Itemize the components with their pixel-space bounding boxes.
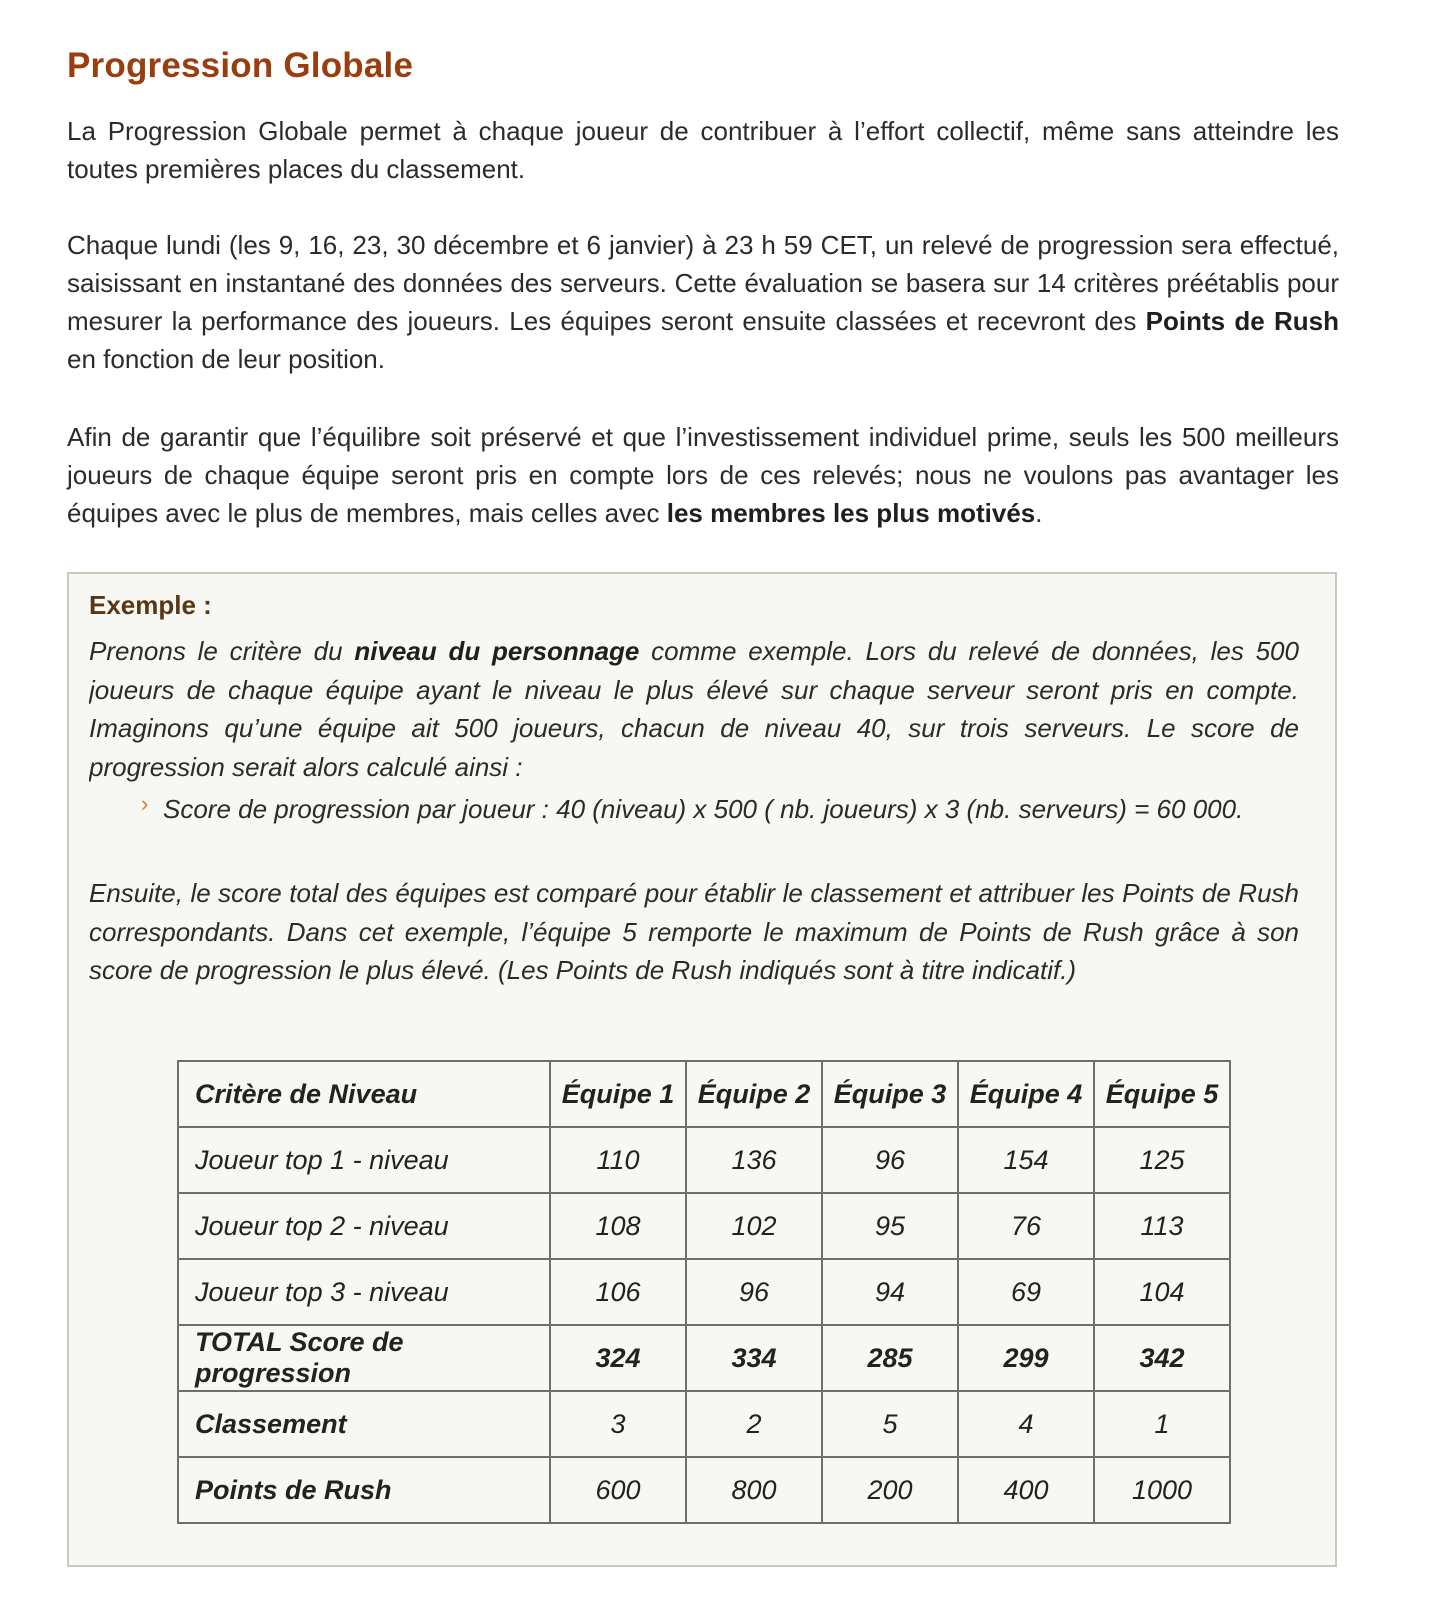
row-label-cell: TOTAL Score de progression bbox=[178, 1325, 550, 1391]
row-label-cell: Points de Rush bbox=[178, 1457, 550, 1523]
header-cell-criterion: Critère de Niveau bbox=[178, 1061, 550, 1127]
example-paragraph-1 bbox=[89, 632, 1299, 786]
table-row bbox=[178, 1259, 1230, 1325]
motivated-members-bold: les membres les plus motivés bbox=[666, 498, 1036, 528]
schedule-text: Chaque lundi (les 9, 16, 23, 30 décembre et 6 janvier) à 23 h 59 CET, un relevé de progression sera effectué, saisissant en instantané des données des serveurs. Cette évaluation se basera sur 14 critères préétablis pour mesurer la performance des joueurs. Les équipes seront ensuite classées et recevront des bbox=[67, 230, 1339, 336]
example-text-end: comme exemple. Lors du relevé de données, les 500 joueurs de chaque équipe ayant le niveau le plus élevé sur chaque serveur seront pris en compte. Imaginons qu’une équipe ait 500 joueurs, chacun de niveau 40, sur trois serveurs. Le score de progression serait alors calculé ainsi : bbox=[89, 636, 1299, 782]
value-cell: 285 bbox=[822, 1325, 958, 1391]
header-cell-team: Équipe 5 bbox=[1094, 1061, 1230, 1127]
value-cell: 104 bbox=[1094, 1259, 1230, 1325]
value-cell: 324 bbox=[550, 1325, 686, 1391]
value-cell: 110 bbox=[550, 1127, 686, 1193]
value-cell: 136 bbox=[686, 1127, 822, 1193]
value-cell: 600 bbox=[550, 1457, 686, 1523]
balance-paragraph bbox=[67, 418, 1339, 532]
value-cell: 94 bbox=[822, 1259, 958, 1325]
example-title: Exemple : bbox=[89, 590, 212, 620]
value-cell: 1000 bbox=[1094, 1457, 1230, 1523]
table-row bbox=[178, 1193, 1230, 1259]
table-row bbox=[178, 1391, 1230, 1457]
value-cell: 76 bbox=[958, 1193, 1094, 1259]
example-paragraph-2: Ensuite, le score total des équipes est comparé pour établir le classement et attribuer les Points de Rush correspondants. Dans cet exemple, l’équipe 5 remporte le maximum de Points de Rush grâce à son score de progression le plus élevé. (Les Points de Rush indiqués sont à titre indicatif.) bbox=[89, 878, 1299, 985]
table-header-row bbox=[178, 1061, 1230, 1127]
bullet-item bbox=[141, 790, 1244, 825]
bullet-text: Score de progression par joueur : 40 (niveau) x 500 ( nb. joueurs) x 3 (nb. serveurs) = 60 000. bbox=[163, 794, 1244, 824]
example-box bbox=[67, 572, 1337, 1567]
value-cell: 113 bbox=[1094, 1193, 1230, 1259]
header-cell-team: Équipe 4 bbox=[958, 1061, 1094, 1127]
value-cell: 108 bbox=[550, 1193, 686, 1259]
value-cell: 106 bbox=[550, 1259, 686, 1325]
value-cell: 342 bbox=[1094, 1325, 1230, 1391]
header-cell-team: Équipe 1 bbox=[550, 1061, 686, 1127]
value-cell: 5 bbox=[822, 1391, 958, 1457]
value-cell: 154 bbox=[958, 1127, 1094, 1193]
value-cell: 96 bbox=[686, 1259, 822, 1325]
table-row bbox=[178, 1325, 1230, 1391]
value-cell: 800 bbox=[686, 1457, 822, 1523]
intro-paragraph: La Progression Globale permet à chaque joueur de contribuer à l’effort collectif, même sans atteindre les toutes premières places du classement. bbox=[67, 116, 1339, 184]
section-title: Progression Globale bbox=[67, 46, 414, 85]
value-cell: 299 bbox=[958, 1325, 1094, 1391]
value-cell: 334 bbox=[686, 1325, 822, 1391]
row-label-cell: Classement bbox=[178, 1391, 550, 1457]
value-cell: 69 bbox=[958, 1259, 1094, 1325]
row-label-cell: Joueur top 3 - niveau bbox=[178, 1259, 550, 1325]
points-de-rush-bold: Points de Rush bbox=[1145, 306, 1339, 336]
value-cell: 2 bbox=[686, 1391, 822, 1457]
example-text: Prenons le critère du bbox=[89, 636, 355, 666]
value-cell: 200 bbox=[822, 1457, 958, 1523]
value-cell: 125 bbox=[1094, 1127, 1230, 1193]
value-cell: 4 bbox=[958, 1391, 1094, 1457]
balance-text-end: . bbox=[1035, 498, 1043, 528]
table-row bbox=[178, 1457, 1230, 1523]
scores-table bbox=[177, 1060, 1231, 1524]
table-row bbox=[178, 1127, 1230, 1193]
schedule-paragraph bbox=[67, 226, 1339, 378]
value-cell: 102 bbox=[686, 1193, 822, 1259]
balance-text: Afin de garantir que l’équilibre soit préservé et que l’investissement individuel prime, seuls les 500 meilleurs joueurs de chaque équipe seront pris en compte lors de ces relevés; nous ne voulons pas avantager les équipes avec le plus de membres, mais celles avec bbox=[67, 422, 1339, 528]
header-cell-team: Équipe 2 bbox=[686, 1061, 822, 1127]
row-label-cell: Joueur top 1 - niveau bbox=[178, 1127, 550, 1193]
row-label-cell: Joueur top 2 - niveau bbox=[178, 1193, 550, 1259]
header-cell-team: Équipe 3 bbox=[822, 1061, 958, 1127]
schedule-text-end: en fonction de leur position. bbox=[67, 344, 385, 374]
value-cell: 400 bbox=[958, 1457, 1094, 1523]
character-level-bold: niveau du personnage bbox=[354, 636, 640, 666]
value-cell: 95 bbox=[822, 1193, 958, 1259]
value-cell: 3 bbox=[550, 1391, 686, 1457]
value-cell: 1 bbox=[1094, 1391, 1230, 1457]
value-cell: 96 bbox=[822, 1127, 958, 1193]
chevron-right-icon: › bbox=[141, 790, 149, 816]
